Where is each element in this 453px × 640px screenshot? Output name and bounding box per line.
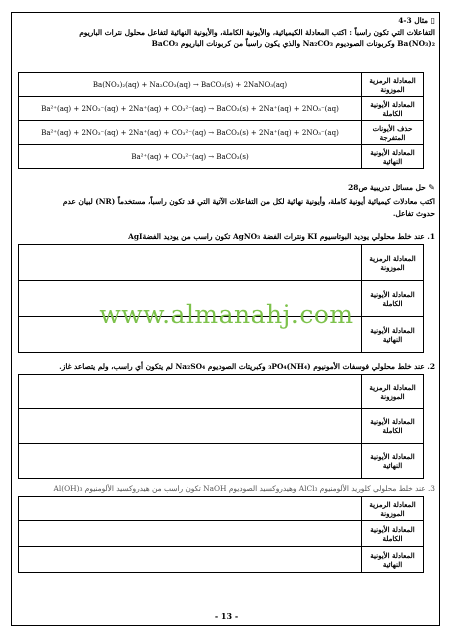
- table-row: [19, 97, 424, 121]
- example-table: [18, 72, 424, 169]
- answer-cell[interactable]: [19, 497, 362, 521]
- equation-cell: Ba²⁺(aq) + 2NO₃⁻(aq) + 2Na⁺(aq) + CO₃²⁻(aq) → BaCO₃(s) + 2Na⁺(aq) + 2NO₃⁻(aq): [19, 121, 362, 145]
- row-label: المعادلة الرمزية الموزونة: [362, 245, 424, 281]
- answer-cell[interactable]: [19, 245, 362, 281]
- table-row: [19, 145, 424, 169]
- example-title: ▯ مثال 3-4: [398, 16, 435, 25]
- row-label: المعادلة الرمزية الموزونة: [362, 73, 424, 97]
- answer-cell[interactable]: [19, 444, 362, 479]
- watermark: www.almanahj.com: [99, 300, 354, 329]
- row-label: المعادلة الأيونية النهائية: [362, 547, 424, 573]
- table-row: [19, 375, 424, 409]
- example-line-1: التفاعلات التي تكون راسباً : اكتب المعادلة الكيميائية، والأيونية الكاملة، والأيونية النهائية لتفاعل محلول نترات الباريوم: [79, 28, 435, 37]
- question-3: 3. عند خلط محلولي كلوريد الألومنيوم AlCl₃ وهيدروكسيد الصوديوم NaOH تكون راسب من هيدروكسيد الألومنيوم Al(OH)₃: [53, 484, 435, 493]
- equation-cell: Ba(NO₃)₂(aq) + Na₂CO₃(aq) → BaCO₃(s) + 2NaNO₃(aq): [19, 73, 362, 97]
- row-label: المعادلة الرمزية الموزونة: [362, 375, 424, 409]
- row-label: المعادلة الأيونية النهائية: [362, 444, 424, 479]
- example-line-2: Ba(NO₃)₂ وكربونات الصوديوم Na₂CO₃ والذي يكون راسباً من كربونات الباريوم BaCO₃: [151, 39, 435, 48]
- answer-table-3: [18, 496, 424, 573]
- practice-heading: ✎ حل مسائل تدريبية ص28: [348, 183, 435, 192]
- answer-table-2: [18, 374, 424, 479]
- equation-cell: Ba²⁺(aq) + CO₃²⁻(aq) → BaCO₃(s): [19, 145, 362, 169]
- book-icon: ▯: [430, 16, 435, 25]
- answer-table-1: [18, 244, 424, 353]
- row-label: المعادلة الأيونية النهائية: [362, 317, 424, 353]
- page-number: - 13 -: [214, 611, 239, 621]
- pencil-icon: ✎: [428, 183, 435, 192]
- table-row: [19, 245, 424, 281]
- row-label: حذف الأيونات المتفرجة: [362, 121, 424, 145]
- table-row: [19, 121, 424, 145]
- practice-intro-1: اكتب معادلات كيميائية أيونية كاملة، وأيونية نهائية لكل من التفاعلات الآتية التي قد تكون راسباً، مستخدماً (NR) لبيان عدم: [62, 197, 435, 206]
- row-label: المعادلة الأيونية الكاملة: [362, 281, 424, 317]
- table-row: [19, 497, 424, 521]
- answer-cell[interactable]: [19, 375, 362, 409]
- table-row: [19, 521, 424, 547]
- row-label: المعادلة الأيونية الكاملة: [362, 521, 424, 547]
- question-1: 1. عند خلط محلولي يوديد البوتاسيوم KI ونترات الفضة AgNO₃ تكون راسب من يوديد الفضةAgI: [128, 232, 435, 241]
- table-row: [19, 444, 424, 479]
- row-label: المعادلة الأيونية الكاملة: [362, 97, 424, 121]
- answer-cell[interactable]: [19, 521, 362, 547]
- row-label: المعادلة الأيونية النهائية: [362, 145, 424, 169]
- table-row: [19, 73, 424, 97]
- answer-cell[interactable]: [19, 409, 362, 444]
- table-row: [19, 409, 424, 444]
- row-label: المعادلة الأيونية الكاملة: [362, 409, 424, 444]
- answer-cell[interactable]: [19, 547, 362, 573]
- equation-cell: Ba²⁺(aq) + 2NO₃⁻(aq) + 2Na⁺(aq) + CO₃²⁻(aq) → BaCO₃(s) + 2Na⁺(aq) + 2NO₃⁻(aq): [19, 97, 362, 121]
- practice-intro-2: حدوث تفاعل.: [392, 209, 435, 218]
- question-2: 2. عند خلط محلولي فوسفات الأمونيوم (NH₄)₃PO₄ وكبريتات الصوديوم Na₂SO₄ لم يتكون أي راسب، ولم يتصاعد غاز.: [59, 362, 435, 371]
- row-label: المعادلة الرمزية الموزونة: [362, 497, 424, 521]
- table-row: [19, 547, 424, 573]
